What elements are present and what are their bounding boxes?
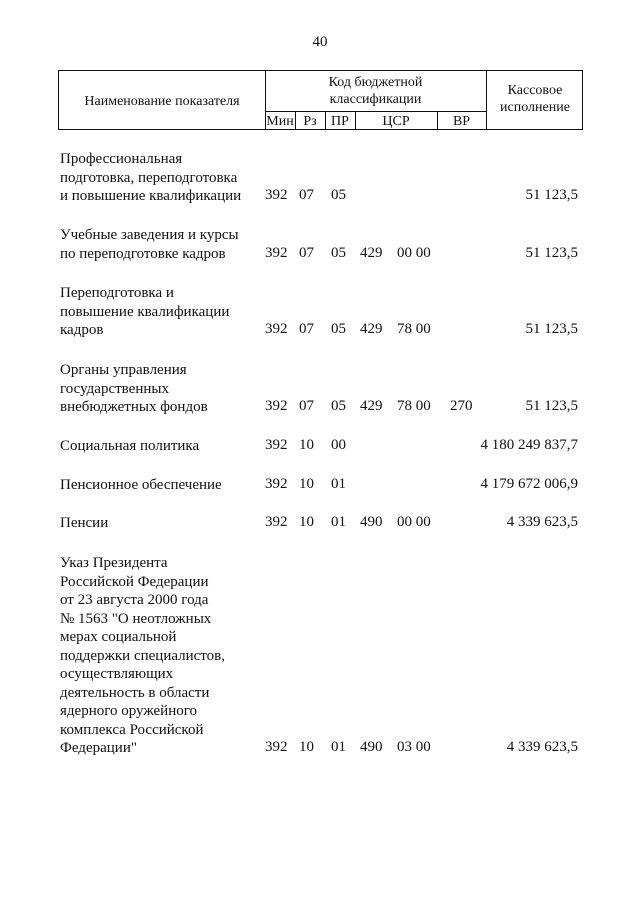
table-header [58, 70, 583, 130]
row-csr-part2: 78 00 [397, 398, 431, 414]
row-csr-part2: 00 00 [397, 245, 431, 261]
row-min: 392 [265, 321, 288, 337]
header-rz: Рз [303, 114, 317, 129]
row-name: Профессиональная подготовка, переподготовка и повышение квалификации [60, 151, 242, 204]
row-amount: 4 179 672 006,9 [480, 476, 578, 492]
row-min: 392 [265, 514, 288, 530]
header-cash-line1: Кассовое [507, 83, 563, 98]
row-name: Пенсии [60, 515, 109, 531]
header-min: Мин [266, 114, 294, 129]
page-number: 40 [312, 34, 328, 50]
row-csr-part2: 78 00 [397, 321, 431, 337]
row-pr: 05 [331, 321, 346, 337]
header-subdivider [265, 111, 486, 112]
row-rz: 10 [299, 476, 314, 492]
row-amount: 51 123,5 [525, 398, 578, 414]
row-amount: 4 339 623,5 [506, 514, 578, 530]
row-name: Указ Президента Российской Федерации от 23 августа 2000 года № 1563 "О неотложных мерах социальной поддержки специалистов, осуществляющих деятельность в области ядерного оружейного комплекса Российской Федерации" [60, 555, 225, 756]
row-pr: 01 [331, 739, 346, 755]
row-rz: 07 [299, 187, 314, 203]
row-csr-part1: 429 [360, 398, 383, 414]
row-name: Учебные заведения и курсы по переподготовке кадров [60, 227, 239, 262]
row-rz: 10 [299, 514, 314, 530]
row-name: Пенсионное обеспечение [60, 477, 222, 493]
row-rz: 10 [299, 739, 314, 755]
row-pr: 01 [331, 514, 346, 530]
row-amount: 51 123,5 [525, 187, 578, 203]
row-min: 392 [265, 187, 288, 203]
header-csr: ЦСР [382, 114, 410, 129]
header-code-group-line2: классификации [329, 92, 422, 107]
row-name: Социальная политика [60, 438, 200, 454]
row-amount: 4 339 623,5 [506, 739, 578, 755]
row-name: Органы управления государственных внебюджетных фондов [60, 362, 208, 415]
row-name: Переподготовка и повышение квалификации кадров [60, 285, 230, 338]
row-pr: 00 [331, 437, 346, 453]
row-amount: 4 180 249 837,7 [480, 437, 578, 453]
row-min: 392 [265, 476, 288, 492]
row-csr-part1: 429 [360, 245, 383, 261]
row-pr: 01 [331, 476, 346, 492]
header-code-group-line1: Код бюджетной [328, 75, 423, 90]
row-pr: 05 [331, 245, 346, 261]
row-rz: 07 [299, 245, 314, 261]
row-min: 392 [265, 437, 288, 453]
row-pr: 05 [331, 187, 346, 203]
row-csr-part2: 03 00 [397, 739, 431, 755]
header-cash-line2: исполнение [500, 100, 570, 115]
row-csr-part2: 00 00 [397, 514, 431, 530]
row-rz: 10 [299, 437, 314, 453]
header-vr: ВР [452, 114, 471, 129]
row-min: 392 [265, 245, 288, 261]
header-pr: ПР [331, 114, 349, 129]
row-min: 392 [265, 739, 288, 755]
row-pr: 05 [331, 398, 346, 414]
row-rz: 07 [299, 398, 314, 414]
row-rz: 07 [299, 321, 314, 337]
row-csr-part1: 490 [360, 514, 383, 530]
row-amount: 51 123,5 [525, 245, 578, 261]
row-vr: 270 [450, 398, 473, 414]
row-csr-part1: 490 [360, 739, 383, 755]
header-name-col: Наименование показателя [84, 94, 240, 109]
row-min: 392 [265, 398, 288, 414]
row-amount: 51 123,5 [525, 321, 578, 337]
row-csr-part1: 429 [360, 321, 383, 337]
